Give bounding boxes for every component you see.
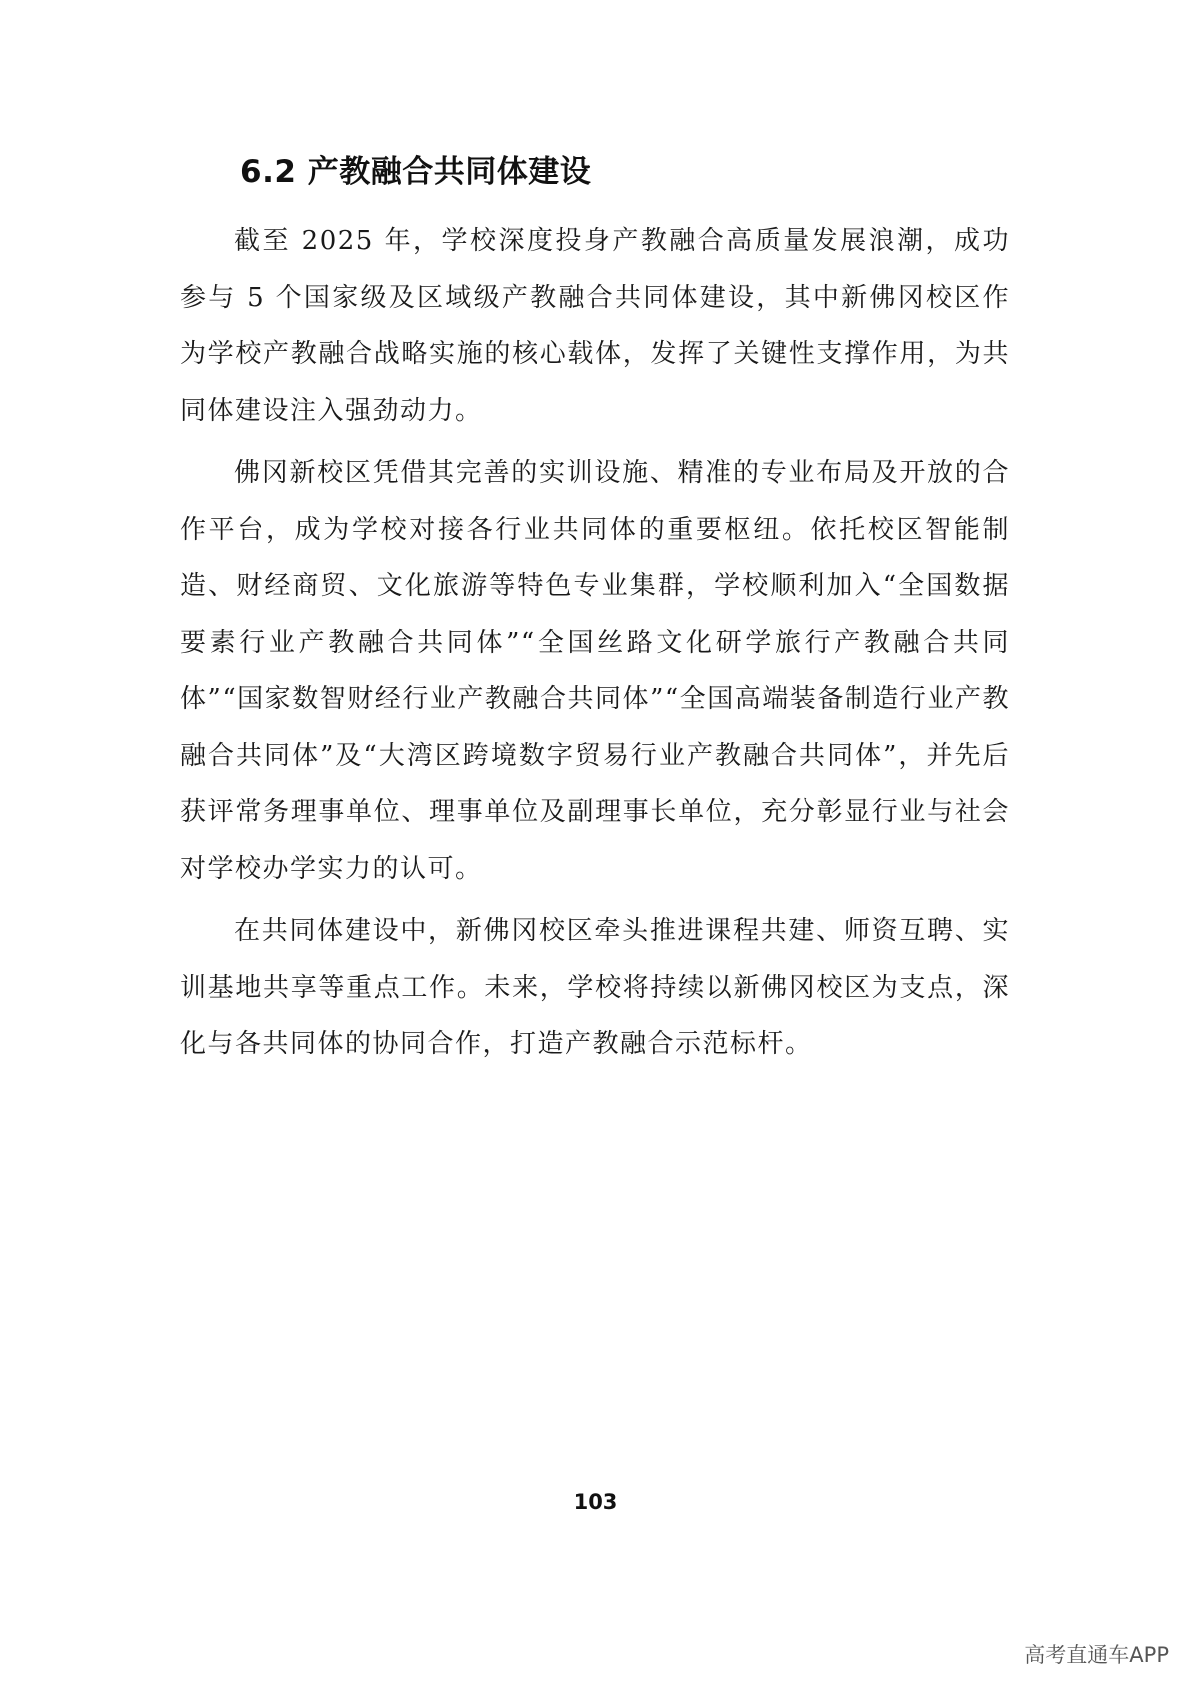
watermark-text: 高考直通车APP — [1024, 1643, 1169, 1667]
paragraph: 截至 2025 年，学校深度投身产教融合高质量发展浪潮，成功参与 5 个国家级及区域级产教融合共同体建设，其中新佛冈校区作为学校产教融合战略实施的核心载体，发挥了关键性支撑作用，为共同体建设注入强劲动力。 — [180, 226, 1010, 426]
page-number: 103 — [573, 1490, 618, 1514]
paragraph: 佛冈新校区凭借其完善的实训设施、精准的专业布局及开放的合作平台，成为学校对接各行业共同体的重要枢纽。依托校区智能制造、财经商贸、文化旅游等特色专业集群，学校顺利加入“全国数据要素行业产教融合共同体”“全国丝路文化研学旅行产教融合共同体”“国家数智财经行业产教融合共同体”“全国高端装备制造行业产教融合共同体”及“大湾区跨境数字贸易行业产教融合共同体”，并先后获评常务理事单位、理事单位及副理事长单位，充分彰显行业与社会对学校办学实力的认可。 — [180, 458, 1010, 884]
body-text — [180, 213, 1010, 1079]
paragraph: 在共同体建设中，新佛冈校区牵头推进课程共建、师资互聘、实训基地共享等重点工作。未来，学校将持续以新佛冈校区为支点，深化与各共同体的协同合作，打造产教融合示范标杆。 — [180, 916, 1010, 1059]
section-heading: 6.2 产教融合共同体建设 — [240, 154, 592, 190]
